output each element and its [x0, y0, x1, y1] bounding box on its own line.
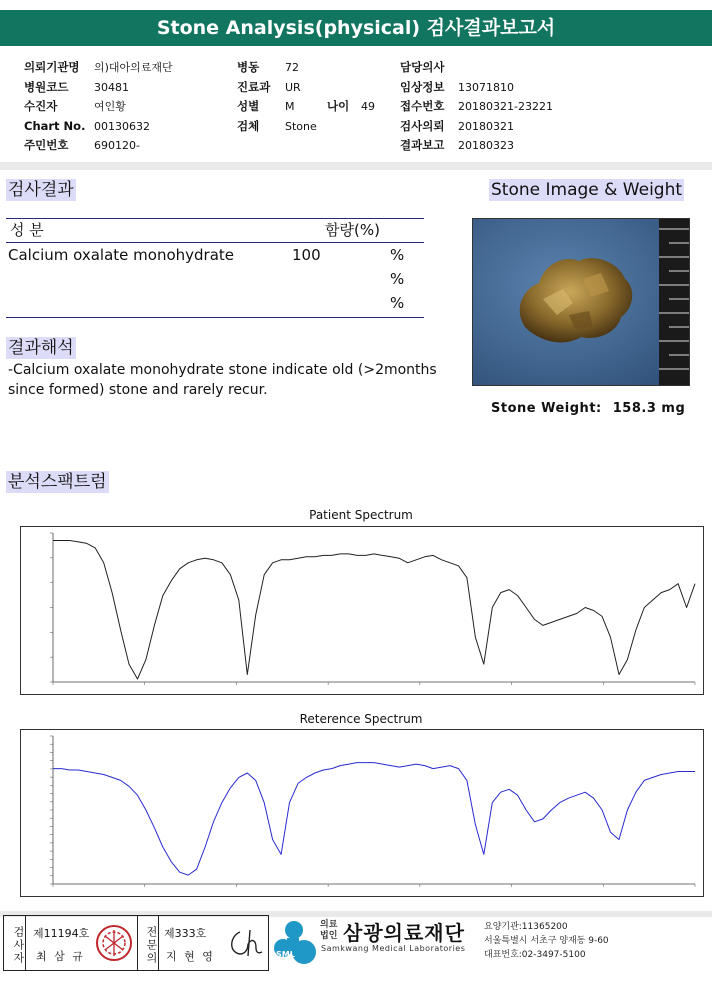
spectrum-axes [53, 736, 695, 884]
result-section-title: 검사결과 [8, 180, 74, 200]
info-value: 690120- [94, 139, 140, 152]
info-label: 결과보고 [400, 138, 445, 152]
info-value: 20180323 [458, 139, 514, 152]
org-type: 의료법인 [320, 920, 338, 941]
result-component: Calcium oxalate monohydrate [8, 246, 235, 264]
specialist-signature-icon [226, 926, 264, 960]
spectrum-section-title: 분석스팩트럼 [8, 472, 107, 492]
info-value: Stone [285, 119, 317, 133]
inspector-seal-icon [95, 924, 133, 962]
info-label: 주민번호 [24, 138, 69, 152]
sml-logo-text: SML [276, 950, 295, 959]
inspector-license: 제11194호 [33, 927, 90, 940]
info-label: 담당의사 [400, 60, 445, 74]
info-value: UR [285, 80, 301, 94]
specialist-vertical-label: 전문의 [137, 916, 159, 970]
table-bottom-rule [6, 317, 424, 318]
interpretation-title: 결과해석 [8, 338, 74, 358]
stone-weight [491, 401, 685, 416]
info-value: 여인황 [94, 100, 126, 113]
result-unit: % [390, 294, 405, 312]
info-label: 수진자 [24, 99, 58, 113]
org-contact [484, 920, 609, 962]
specialist-name: 지 현 영 [166, 950, 215, 963]
info-value: 72 [285, 61, 299, 74]
org-phone: 대표번호:02-3497-5100 [484, 950, 586, 960]
info-value: M [285, 100, 295, 113]
org-name: 삼광의료재단 [343, 921, 465, 945]
sml-logo-icon [271, 918, 317, 968]
specialist-license: 제333호 [164, 927, 207, 940]
info-label: 임상정보 [400, 79, 445, 94]
age-value: 49 [361, 100, 375, 113]
signature-box [3, 915, 269, 971]
result-amount: 100 [292, 246, 321, 264]
org-code: 요양기관:11365200 [484, 922, 568, 932]
component-header: 성 분 [10, 221, 44, 239]
section-divider [0, 162, 712, 170]
info-label: Chart No. [24, 118, 86, 133]
spectrum-axes [53, 533, 695, 682]
info-label: 검사의뢰 [400, 118, 445, 133]
info-label: 진료과 [237, 79, 271, 94]
age-label: 나이 [327, 99, 350, 113]
amount-header: 함량(%) [325, 221, 380, 239]
reference-spectrum-svg [21, 730, 703, 896]
info-label: 성별 [237, 99, 260, 113]
patient-spectrum-title: Patient Spectrum [309, 508, 413, 522]
spectrum-line [53, 763, 695, 876]
info-label: 병동 [237, 60, 260, 74]
info-value: 00130632 [94, 119, 150, 133]
reference-spectrum-title: Reterence Spectrum [299, 712, 423, 726]
info-label: 병원코드 [24, 79, 69, 94]
org-address: 서울특별시 서초구 양재동 9-60 [484, 936, 609, 946]
report-title: Stone Analysis(physical) 검사결과보고서 [0, 10, 712, 46]
org-english-name: Samkwang Medical Laboratories [321, 944, 466, 953]
patient-spectrum-chart [20, 526, 704, 695]
result-unit: % [390, 270, 405, 288]
stone-weight-label: Stone Weight: [491, 401, 602, 416]
info-value: 13071810 [458, 80, 514, 94]
stone-weight-value: 158.3 mg [612, 401, 686, 416]
table-header-rule [6, 242, 424, 243]
info-value: 의)대아의료재단 [94, 61, 173, 74]
patient-info-col1 [24, 56, 234, 154]
patient-spectrum-svg [21, 527, 703, 694]
stone-photo [472, 218, 690, 386]
info-value: 20180321 [458, 119, 514, 133]
patient-info-col3 [400, 56, 600, 154]
inspector-vertical-label: 검사자 [4, 916, 26, 970]
interpretation-text: -Calcium oxalate monohydrate stone indicate old (>2months since formed) stone and rarely recur. [8, 362, 437, 398]
result-unit: % [390, 246, 405, 264]
info-label: 접수번호 [400, 99, 445, 113]
info-value: 20180321-23221 [458, 100, 553, 113]
stone-photo-graphic [473, 219, 689, 385]
patient-info-col2 [237, 56, 387, 134]
stone-section-title: Stone Image & Weight [491, 180, 683, 200]
spectrum-line [53, 541, 695, 680]
info-label: 검체 [237, 118, 260, 133]
info-value: 30481 [94, 80, 129, 94]
inspector-name: 최 삼 규 [36, 950, 85, 963]
info-label: 의뢰기관명 [24, 60, 80, 74]
reference-spectrum-chart [20, 729, 704, 897]
